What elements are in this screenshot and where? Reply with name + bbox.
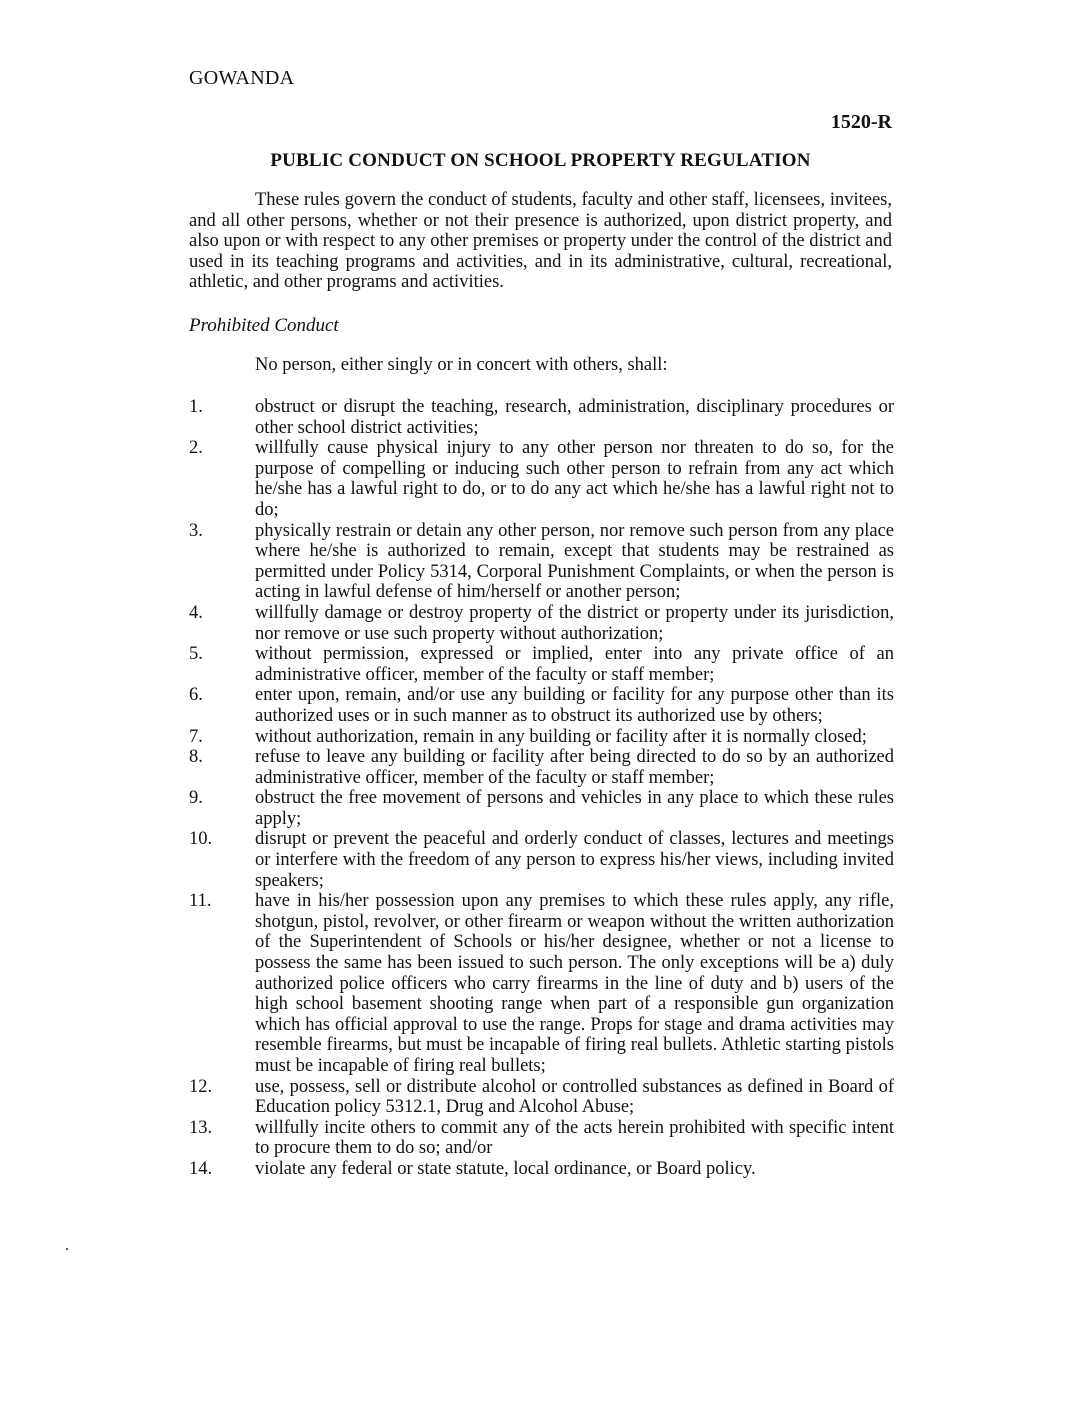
- rule-text: willfully damage or destroy property of the district or property under its jurisdiction, nor remove or use such property without authorization;: [255, 602, 894, 644]
- rule-number: 3.: [189, 520, 203, 541]
- rule-text: obstruct the free movement of persons and vehicles in any place to which these rules apply;: [255, 788, 894, 829]
- document-title: PUBLIC CONDUCT ON SCHOOL PROPERTY REGULATION: [270, 150, 811, 171]
- rule-number: 13.: [189, 1117, 213, 1138]
- list-item: [189, 747, 894, 788]
- list-item: [189, 891, 894, 1076]
- rule-number: 6.: [189, 685, 203, 706]
- rule-text: without permission, expressed or implied, enter into any private office of an administrative officer, member of the faculty or staff member;: [255, 644, 894, 685]
- rule-text: refuse to leave any building or facility after being directed to do so by an authorized administrative officer, member of the faculty or staff member;: [255, 747, 894, 788]
- rule-number: 11.: [189, 891, 212, 912]
- rule-text: without authorization, remain in any building or facility after it is normally closed;: [255, 726, 867, 747]
- section-lead: No person, either singly or in concert with others, shall:: [255, 355, 668, 375]
- rules-list: [189, 397, 894, 1180]
- scan-speck: [66, 1248, 68, 1250]
- rule-text: enter upon, remain, and/or use any building or facility for any purpose other than its authorized uses or in such manner as to obstruct its authorized use by others;: [255, 685, 894, 726]
- section-heading: Prohibited Conduct: [189, 315, 339, 336]
- list-item: [189, 603, 894, 644]
- list-item: [189, 1159, 894, 1180]
- list-item: [189, 644, 894, 685]
- rule-text: violate any federal or state statute, local ordinance, or Board policy.: [255, 1158, 756, 1179]
- list-item: [189, 1077, 894, 1118]
- rule-number: 8.: [189, 747, 203, 768]
- rule-text: have in his/her possession upon any premises to which these rules apply, any rifle, shotgun, pistol, revolver, or other firearm or weapon without the written authorization of the Superintendent of Schools or his/her designee, whether or not a license to possess the same has been issued to such person. The only exceptions will be a) duly authorized police officers who carry firearms in the line of duty and b) users of the high school basement shooting range when part of a responsible gun organization which has official approval to use the range. Props for stage and drama activities may resemble firearms, but must be incapable of firing real bullets. Athletic starting pistols must be incapable of firing real bullets;: [255, 891, 894, 1076]
- list-item: [189, 1118, 894, 1159]
- rule-text: physically restrain or detain any other person, nor remove such person from any place where he/she is authorized to remain, except that students may be restrained as permitted under Policy 5314, Corporal Punishment Complaints, or when the person is acting in lawful defense of him/herself or another person;: [255, 520, 894, 603]
- list-item: [189, 438, 894, 520]
- policy-code: 1520-R: [830, 111, 892, 133]
- district-name: GOWANDA: [189, 67, 295, 89]
- list-item: [189, 685, 894, 726]
- rule-text: obstruct or disrupt the teaching, research, administration, disciplinary procedures or other school district activities;: [255, 397, 894, 438]
- rule-number: 9.: [189, 788, 203, 809]
- list-item: [189, 727, 894, 748]
- rule-number: 14.: [189, 1158, 213, 1179]
- rule-number: 1.: [189, 397, 203, 417]
- intro-paragraph: These rules govern the conduct of students, faculty and other staff, licensees, invitees, and all other persons, whether or not their presence is authorized, upon district property, and also upon or with respect to any other premises or property under the control of the district and used in its teaching programs and activities, and in its administrative, cultural, recreational, athletic, and other programs and activities.: [189, 190, 892, 293]
- rule-number: 7.: [189, 726, 203, 747]
- rule-number: 5.: [189, 644, 203, 665]
- rule-number: 2.: [189, 438, 203, 459]
- rule-number: 12.: [189, 1076, 213, 1097]
- list-item: [189, 521, 894, 603]
- list-item: [189, 788, 894, 829]
- list-item: [189, 829, 894, 891]
- rule-text: disrupt or prevent the peaceful and orderly conduct of classes, lectures and meetings or interfere with the freedom of any person to express his/her views, including invited speakers;: [255, 829, 894, 891]
- rule-number: 4.: [189, 602, 203, 623]
- rule-text: willfully incite others to commit any of the acts herein prohibited with specific intent to procure them to do so; and/or: [255, 1117, 894, 1159]
- rule-number: 10.: [189, 829, 213, 850]
- list-item: [189, 397, 894, 438]
- rule-text: willfully cause physical injury to any other person nor threaten to do so, for the purpose of compelling or inducing such other person to refrain from any act which he/she has a lawful right to do, or to do any act which he/she has a lawful right not to do;: [255, 438, 894, 520]
- rule-text: use, possess, sell or distribute alcohol or controlled substances as defined in Board of Education policy 5312.1, Drug and Alcohol Abuse;: [255, 1076, 894, 1118]
